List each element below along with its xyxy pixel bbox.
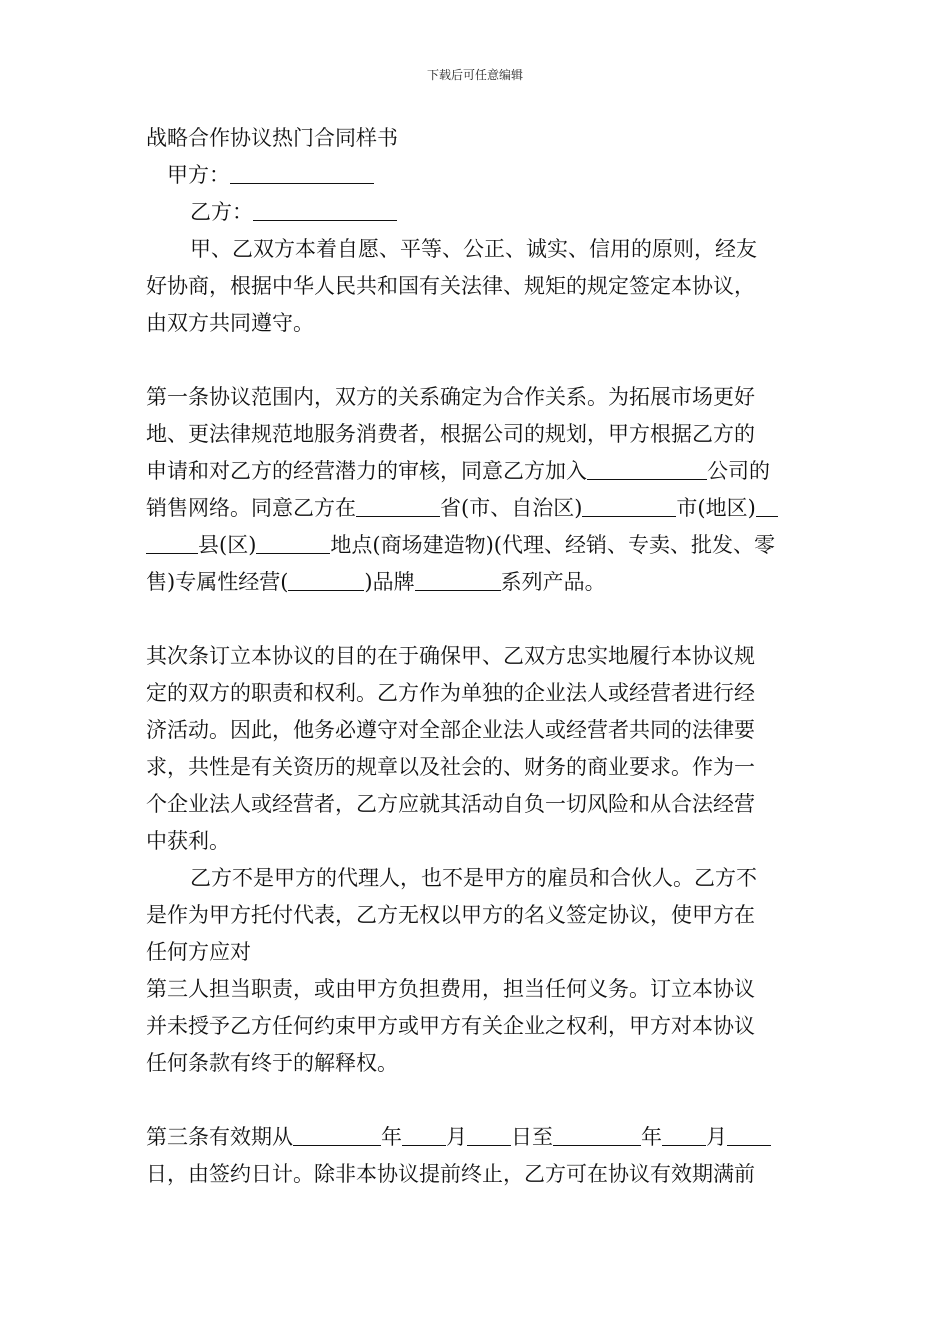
- article1-text: 市(地区): [676, 496, 756, 520]
- intro-line: 好协商，根据中华人民共和国有关法律、规矩的规定签定本协议，: [146, 274, 755, 298]
- article1-line: [146, 490, 811, 527]
- article2b-line: 是作为甲方托付代表，乙方无权以甲方的名义签定协议，使甲方在: [146, 903, 755, 927]
- article3-text: 月: [706, 1125, 727, 1149]
- party-b-line: [146, 194, 811, 231]
- location-blank[interactable]: [256, 531, 330, 554]
- intro-line: 甲、乙双方本着自愿、平等、公正、诚实、信用的原则，经友: [190, 237, 757, 261]
- article1-text: 系列产品。: [500, 570, 606, 594]
- article3-text: 年: [641, 1125, 662, 1149]
- county-blank-end[interactable]: [146, 531, 198, 554]
- article2b-line: 任何条款有终于的解释权。: [146, 1051, 398, 1075]
- article2b-line: 乙方不是甲方的代理人，也不是甲方的雇员和合伙人。乙方不: [190, 866, 757, 890]
- party-b-label: 乙方：: [190, 200, 253, 224]
- start-month-blank[interactable]: [402, 1123, 446, 1146]
- article2-line: 定的双方的职责和权利。乙方作为单独的企业法人或经营者进行经: [146, 681, 755, 705]
- province-blank[interactable]: [356, 494, 440, 517]
- exclusive-blank[interactable]: [288, 568, 364, 591]
- document-body: [146, 120, 811, 1193]
- article1-text: )品牌: [364, 570, 415, 594]
- article2-line: 济活动。因此，他务必遵守对全部企业法人或经营者共同的法律要: [146, 718, 755, 742]
- document-title: 战略合作协议热门合同样书: [146, 126, 398, 150]
- article3-text: 月: [446, 1125, 467, 1149]
- county-blank-start[interactable]: [756, 494, 778, 517]
- party-a-line: [146, 157, 811, 194]
- start-year-blank[interactable]: [293, 1123, 381, 1146]
- intro-line: 由双方共同遵守。: [146, 311, 314, 335]
- article1-text: 县(区): [198, 533, 257, 557]
- article2-line: 其次条订立本协议的目的在于确保甲、乙双方忠实地履行本协议规: [146, 644, 755, 668]
- end-month-blank[interactable]: [662, 1123, 706, 1146]
- article3-text: 日至: [511, 1125, 553, 1149]
- end-year-blank[interactable]: [553, 1123, 641, 1146]
- article2b-line: 并未授予乙方任何约束甲方或甲方有关企业之权利，甲方对本协议: [146, 1014, 755, 1038]
- article1-line: 地、更法律规范地服务消费者，根据公司的规划，甲方根据乙方的: [146, 422, 755, 446]
- brand-blank[interactable]: [415, 568, 501, 591]
- header-note: 下载后可任意编辑: [426, 68, 523, 82]
- article3-line: 日，由签约日计。除非本协议提前终止，乙方可在协议有效期满前: [146, 1162, 755, 1186]
- article1-text: 省(市、自治区): [440, 496, 583, 520]
- article1-line: 第一条协议范围内，双方的关系确定为合作关系。为拓展市场更好: [146, 385, 755, 409]
- article2b-line: 任何方应对: [146, 940, 251, 964]
- start-day-blank[interactable]: [467, 1123, 511, 1146]
- article1-text: 销售网络。同意乙方在: [146, 496, 356, 520]
- article1-text: 公司的: [707, 459, 770, 483]
- article2-line: 中获利。: [146, 829, 230, 853]
- article2-line: 个企业法人或经营者，乙方应就其活动自负一切风险和从合法经营: [146, 792, 755, 816]
- article3-text: 年: [381, 1125, 402, 1149]
- party-b-blank[interactable]: [253, 198, 397, 221]
- article1-text: 售)专属性经营(: [146, 570, 289, 594]
- article3-line: [146, 1119, 811, 1156]
- party-a-blank[interactable]: [230, 161, 374, 184]
- article3-text: 第三条有效期从: [146, 1125, 293, 1149]
- article1-text: 申请和对乙方的经营潜力的审核，同意乙方加入: [146, 459, 587, 483]
- article1-line: [146, 564, 811, 601]
- article1-text: 地点(商场建造物)(代理、经销、专卖、批发、零: [330, 533, 775, 557]
- city-blank[interactable]: [582, 494, 676, 517]
- end-day-blank[interactable]: [727, 1123, 771, 1146]
- article2b-line: 第三人担当职责，或由甲方负担费用，担当任何义务。订立本协议: [146, 977, 755, 1001]
- article1-line: [146, 527, 811, 564]
- party-a-label: 甲方：: [167, 163, 230, 187]
- article2-line: 求，共性是有关资历的规章以及社会的、财务的商业要求。作为一: [146, 755, 755, 779]
- company-blank[interactable]: [587, 457, 707, 480]
- article1-line: [146, 453, 811, 490]
